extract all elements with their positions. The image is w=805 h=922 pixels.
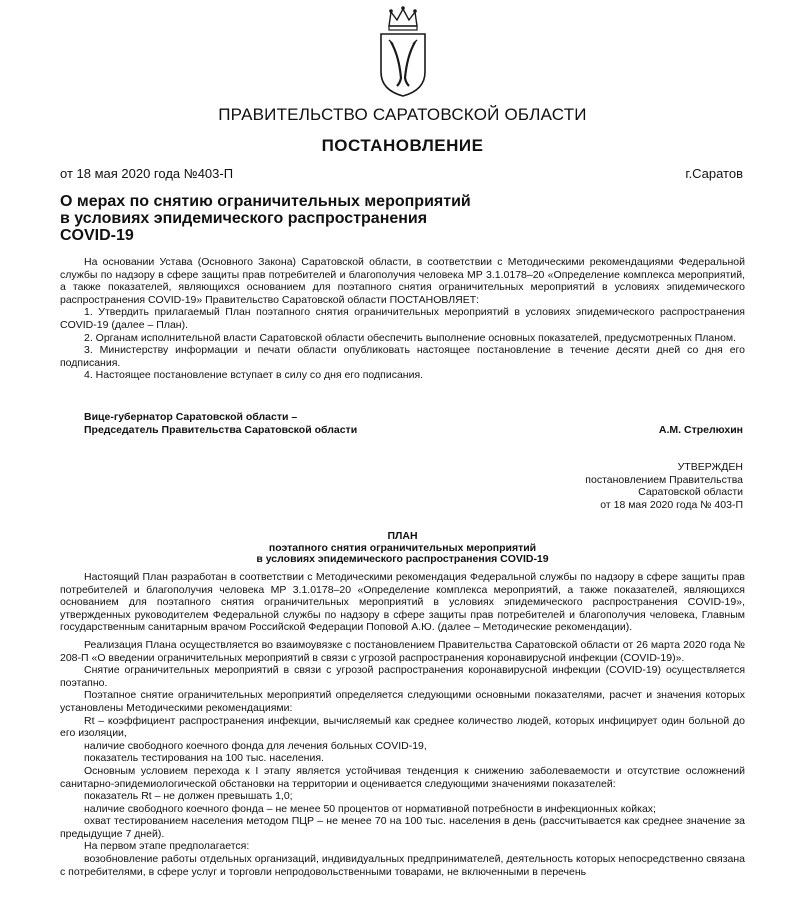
document-title: О мерах по снятию ограничительных мероприятий в условиях эпидемического распространения COVID-19 xyxy=(60,193,471,244)
body-paragraph: 1. Утвердить прилагаемый План поэтапного снятия ограничительных мероприятий в условиях эпидемического распространения COVID-19 (далее – План). xyxy=(60,306,745,331)
plan-paragraph: охват тестированием населения методом ПЦР – не менее 70 на 100 тыс. населения в день (рассчитывается как среднее значение за предыдущие 7 дней). xyxy=(60,815,745,840)
plan-paragraph: На первом этапе предполагается: xyxy=(84,840,250,853)
body-paragraph: На основании Устава (Основного Закона) Саратовской области, в соответствии с Методическими рекомендациями Федеральной службы по надзору в сфере защиты прав потребителей и благополучия человека МР 3.1.0178–20 «Определение комплекса мероприятий, а также показателей, являющихся основанием для поэтапного снятия ограничительных мероприятий в условиях эпидемического распространения COVID-19» Правительство Саратовской области ПОСТАНОВЛЯЕТ: xyxy=(60,256,745,306)
approval-stamp xyxy=(585,461,743,511)
plan-heading-title: ПЛАН xyxy=(387,530,418,542)
approval-line: постановлением Правительства xyxy=(585,473,743,486)
plan-paragraph: Основным условием перехода к I этапу является устойчивая тенденция к снижению заболеваемости и отсутствие осложнений санитарно-эпидемиологической обстановки на территории и оценивается следующими значениями показателей: xyxy=(60,764,745,790)
approval-line: Саратовской области xyxy=(638,486,743,499)
plan-paragraph: Снятие ограничительных мероприятий в связи с угрозой распространения коронавирусной инфекции (COVID-19) осуществляется поэтапно. xyxy=(60,664,745,689)
plan-paragraph: наличие свободного коечного фонда – не менее 50 процентов от нормативной потребности в инфекционных койках; xyxy=(84,802,656,815)
plan-paragraph: Настоящий План разработан в соответствии с Методическими рекомендация Федеральной службы по надзору в сфере защиты прав потребителей и благополучия человека МР 3.1.0178–20 «Определение комплекса мероприятий, а также показателей, являющихся основанием для поэтапного снятия ограничительных мероприятий в условиях эпидемического распространения COVID-19», утвержденных руководителем Федеральной службы по надзору в сфере защиты прав потребителей и благополучия человека, Главным государственным санитарным врачом Российской Федерации Поповой А.Ю. (далее – Методические рекомендации). xyxy=(60,571,745,634)
approval-line: УТВЕРЖДЕН xyxy=(677,461,743,473)
organization-name: ПРАВИТЕЛЬСТВО САРАТОВСКОЙ ОБЛАСТИ xyxy=(218,105,587,124)
plan-paragraph: показатель тестирования на 100 тыс. населения. xyxy=(84,752,324,765)
document-date-number: от 18 мая 2020 года №403-П xyxy=(60,166,234,181)
signature-line: Вице-губернатор Саратовской области – xyxy=(84,411,298,423)
signature-name: А.М. Стрелюхин xyxy=(658,424,743,436)
signature-line: Председатель Правительства Саратовской области xyxy=(84,424,358,436)
plan-paragraph: Rt – коэффициент распространения инфекции, вычисляемый как среднее количество людей, которых инфицирует один больной до его изоляции, xyxy=(60,714,745,740)
plan-subheading: поэтапного снятия ограничительных мероприятий xyxy=(268,541,537,554)
plan-paragraph: наличие свободного коечного фонда для лечения больных COVID-19, xyxy=(84,739,427,752)
plan-paragraph: Поэтапное снятие ограничительных мероприятий определяется следующими основными показателями, расчет и значения которых установлены Методическими рекомендациями: xyxy=(60,689,745,714)
body-paragraph: 4. Настоящее постановление вступает в силу со дня его подписания. xyxy=(84,369,424,382)
plan-subheading: в условиях эпидемического распространения COVID-19 xyxy=(256,553,549,565)
saratov-coat-of-arms-icon xyxy=(375,4,431,98)
plan-paragraph: Реализация Плана осуществляется во взаимоувязке с постановлением Правительства Саратовской области от 26 марта 2020 года № 208-П «О введении ограничительных мероприятий в связи с угрозой распространения коронавирусной инфекции (COVID-19)». xyxy=(60,638,745,664)
body-paragraph: 2. Органам исполнительной власти Саратовской области обеспечить выполнение основных показателей, предусмотренных Планом. xyxy=(84,331,737,344)
plan-paragraph: возобновление работы отдельных организаций, индивидуальных предпринимателей, деятельность которых непосредственно связана с потребителями, в сфере услуг и торговли непродовольственными товарами, не включенными в перечень xyxy=(60,853,745,878)
plan-body xyxy=(60,571,745,878)
signature-title xyxy=(84,411,357,437)
resolution-body xyxy=(60,256,745,382)
approval-line: от 18 мая 2020 года № 403-П xyxy=(600,498,743,511)
plan-paragraph: показатель Rt – не должен превышать 1,0; xyxy=(84,790,293,803)
body-paragraph: 3. Министерству информации и печати области опубликовать настоящее постановление в течение десяти дней со дня его подписания. xyxy=(60,344,745,369)
plan-heading xyxy=(0,531,805,566)
document-type: ПОСТАНОВЛЕНИЕ xyxy=(321,136,484,155)
document-city: г.Саратов xyxy=(685,166,743,181)
